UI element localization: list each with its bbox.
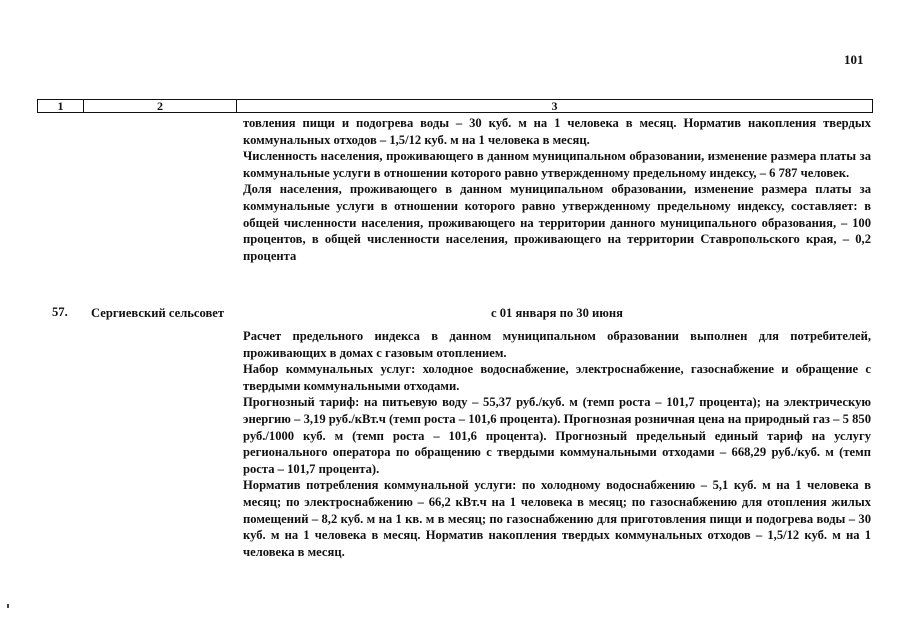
column-header-1: 1 <box>38 100 84 112</box>
column-header-2: 2 <box>84 100 237 112</box>
period-heading: с 01 января по 30 июня <box>490 306 623 320</box>
paragraph: Норматив потребления коммунальной услуги: по холодному водоснабжению – 5,1 куб. м на 1 человека в месяц; по электроснабжению – 66,2 кВт.ч на 1 человека в месяц; по газоснабжению для отопления жилых помещений – 8,2 куб. м на 1 кв. м в месяц; по газоснабжению для приготовления пищи и подогрева воды – 30 куб. м на 1 человека в месяц. Норматив накопления твердых коммунальных отходов – 1,5/12 куб. м на 1 человека в месяц. <box>243 478 871 559</box>
column-header-3: 3 <box>551 99 558 113</box>
paragraph: Прогнозный тариф: на питьевую воду – 55,37 руб./куб. м (темп роста – 101,7 процента); на электрическую энергию – 3,19 руб./кВт.ч (темп роста – 101,6 процента). Прогнозная розничная цена на природный газ – 5 850 руб./1000 куб. м (темп роста – 101,6 процента). Прогнозный предельный единый тариф на услугу регионального оператора по обращению с твердыми коммунальными отходами – 668,29 руб./куб. м (темп роста – 101,7 процента). <box>243 395 871 476</box>
scan-mark <box>7 604 9 608</box>
row-text <box>243 328 871 560</box>
table-header <box>37 99 873 113</box>
paragraph: Численность населения, проживающего в данном муниципальном образовании, изменение размера платы за коммунальные услуги в отношении которого равно утвержденному предельному индексу, – 6 787 человек. <box>243 149 871 180</box>
paragraph: Расчет предельного индекса в данном муниципальном образовании выполнен для потребителей, проживающих в домах с газовым отоплением. <box>243 329 871 360</box>
paragraph: Набор коммунальных услуг: холодное водоснабжение, электроснабжение, газоснабжение и обращение с твердыми коммунальными отходами. <box>243 362 871 393</box>
continuation-text <box>243 115 871 264</box>
paragraph: Доля населения, проживающего в данном муниципальном образовании, изменение размера платы за коммунальные услуги в отношении которого равно утвержденному предельному индексу, составляет: в общей численности населения, проживающего на территории данного муниципального образования, – 100 процентов, в общей численности населения, проживающего на территории Ставропольского края, – 0,2 процента <box>243 182 871 263</box>
page-number: 101 <box>844 52 864 67</box>
paragraph: товления пищи и подогрева воды – 30 куб. м на 1 человека в месяц. Норматив накопления твердых коммунальных отходов – 1,5/12 куб. м на 1 человека в месяц. <box>243 116 871 147</box>
row-number: 57. <box>52 305 68 319</box>
municipality-name: Сергиевский сельсовет <box>91 306 225 320</box>
